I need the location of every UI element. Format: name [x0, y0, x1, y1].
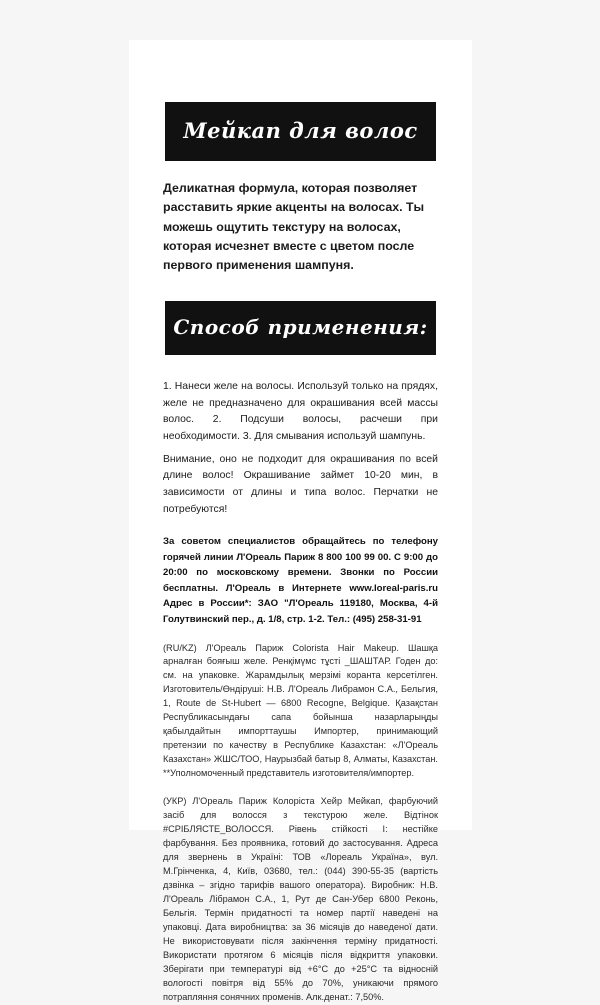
page-title: Мейкап для волос	[183, 118, 418, 143]
warning-paragraph: Внимание, оно не подходит для окрашивания по всей длине волос! Окрашивание займет 10-20 мин, в зависимости от длины и типа волос. Перчатки не потребуются!	[163, 453, 438, 515]
main-heading-banner	[165, 102, 436, 161]
usage-title: Способ применения:	[173, 315, 428, 340]
legal-text-ua: (УКР) Л'Ореаль Париж Колоріста Хейр Мейкап, фарбуючий засіб для волосся з текстурою желе. Відтінок #СРІБЛЯСТЕ_ВОЛОССЯ. Рівень стійкості І: нестійке фарбування. Без проявника, готовий до застосування. Адреса для звернень в Україні: ТОВ «Лореаль Україна», вул. М.Грінченка, 4, Київ, 03680, тел.: (044) 390-55-35 (вартість дзвінка – згідно тарифів вашого оператора). Виробник: Н.В. Л'Ореаль Лібрамон С.А., 1, Рут де Сан-Убер 6800 Реконь, Бельгія. Термін придатності та номер партії наведені на упаковці. Дата виробництва: за 36 місяців до наведеної дати. Не використовувати після закінчення терміну придатності. Використати протягом 6 місяців після відкриття упаковки. Зберігати при температурі від +6°C до +25°C та відносній вологості повітря від 55% до 70%, уникаючи прямого потрапляння сонячних променів. Алк.денат.: 7,50%.	[163, 796, 438, 1003]
usage-steps-paragraph: 1. Нанеси желе на волосы. Используй только на прядях, желе не предназначено для окрашивания всей массы волос. 2. Подсуши волосы, расчеши при необходимости. 3. Для смывания используй шампунь.	[163, 381, 438, 443]
expert-advice-paragraph: За советом специалистов обращайтесь по телефону горячей линии Л'Ореаль Париж 8 800 100 99 00. С 9:00 до 20:00 по московскому времени. Звонки по России бесплатны. Л'Ореаль в Интернете www.loreal-paris.ru Адрес в России*: ЗАО "Л'Ореаль 119180, Москва, 4-й Голутвинский пер., д. 1/8, стр. 1-2. Тел.: (495) 258-31-91	[163, 536, 438, 625]
product-label-card	[129, 40, 472, 1003]
intro-paragraph: Деликатная формула, которая позволяет расставить яркие акценты на волосах. Ты можешь ощутить текстуру на волосах, которая исчезнет вместе с цветом после первого применения шампуня.	[163, 181, 425, 272]
usage-heading-banner	[165, 301, 436, 355]
legal-text-ru-kz: (RU/KZ) Л'Ореаль Париж Colorista Hair Makeup. Шашқа арналған бояғыш желе. Ренқімүмс тұсті _ШАШТАР. Годен до: см. на упаковке. Жарамдылық мерзімі коранта керсетілген. Изготовитель/Өндіруші: Н.В. Л'Ореаль Либрамон С.А., Бельгия, 1, Route de St-Hubert — 6800 Recogne, Belgique. Қазақстан Республикасындағы сапа бойынша назарларыңды қабылдайтын импорттаушы Импортер, принимающий претензии по качеству в Республике Казахстан: «Л'Ореаль Казахстан» ЖШС/ТОО, Наурызбай батыр 8, Алматы, Казахстан. **Уполномоченный представитель изготовителя/импортер.	[163, 642, 438, 779]
